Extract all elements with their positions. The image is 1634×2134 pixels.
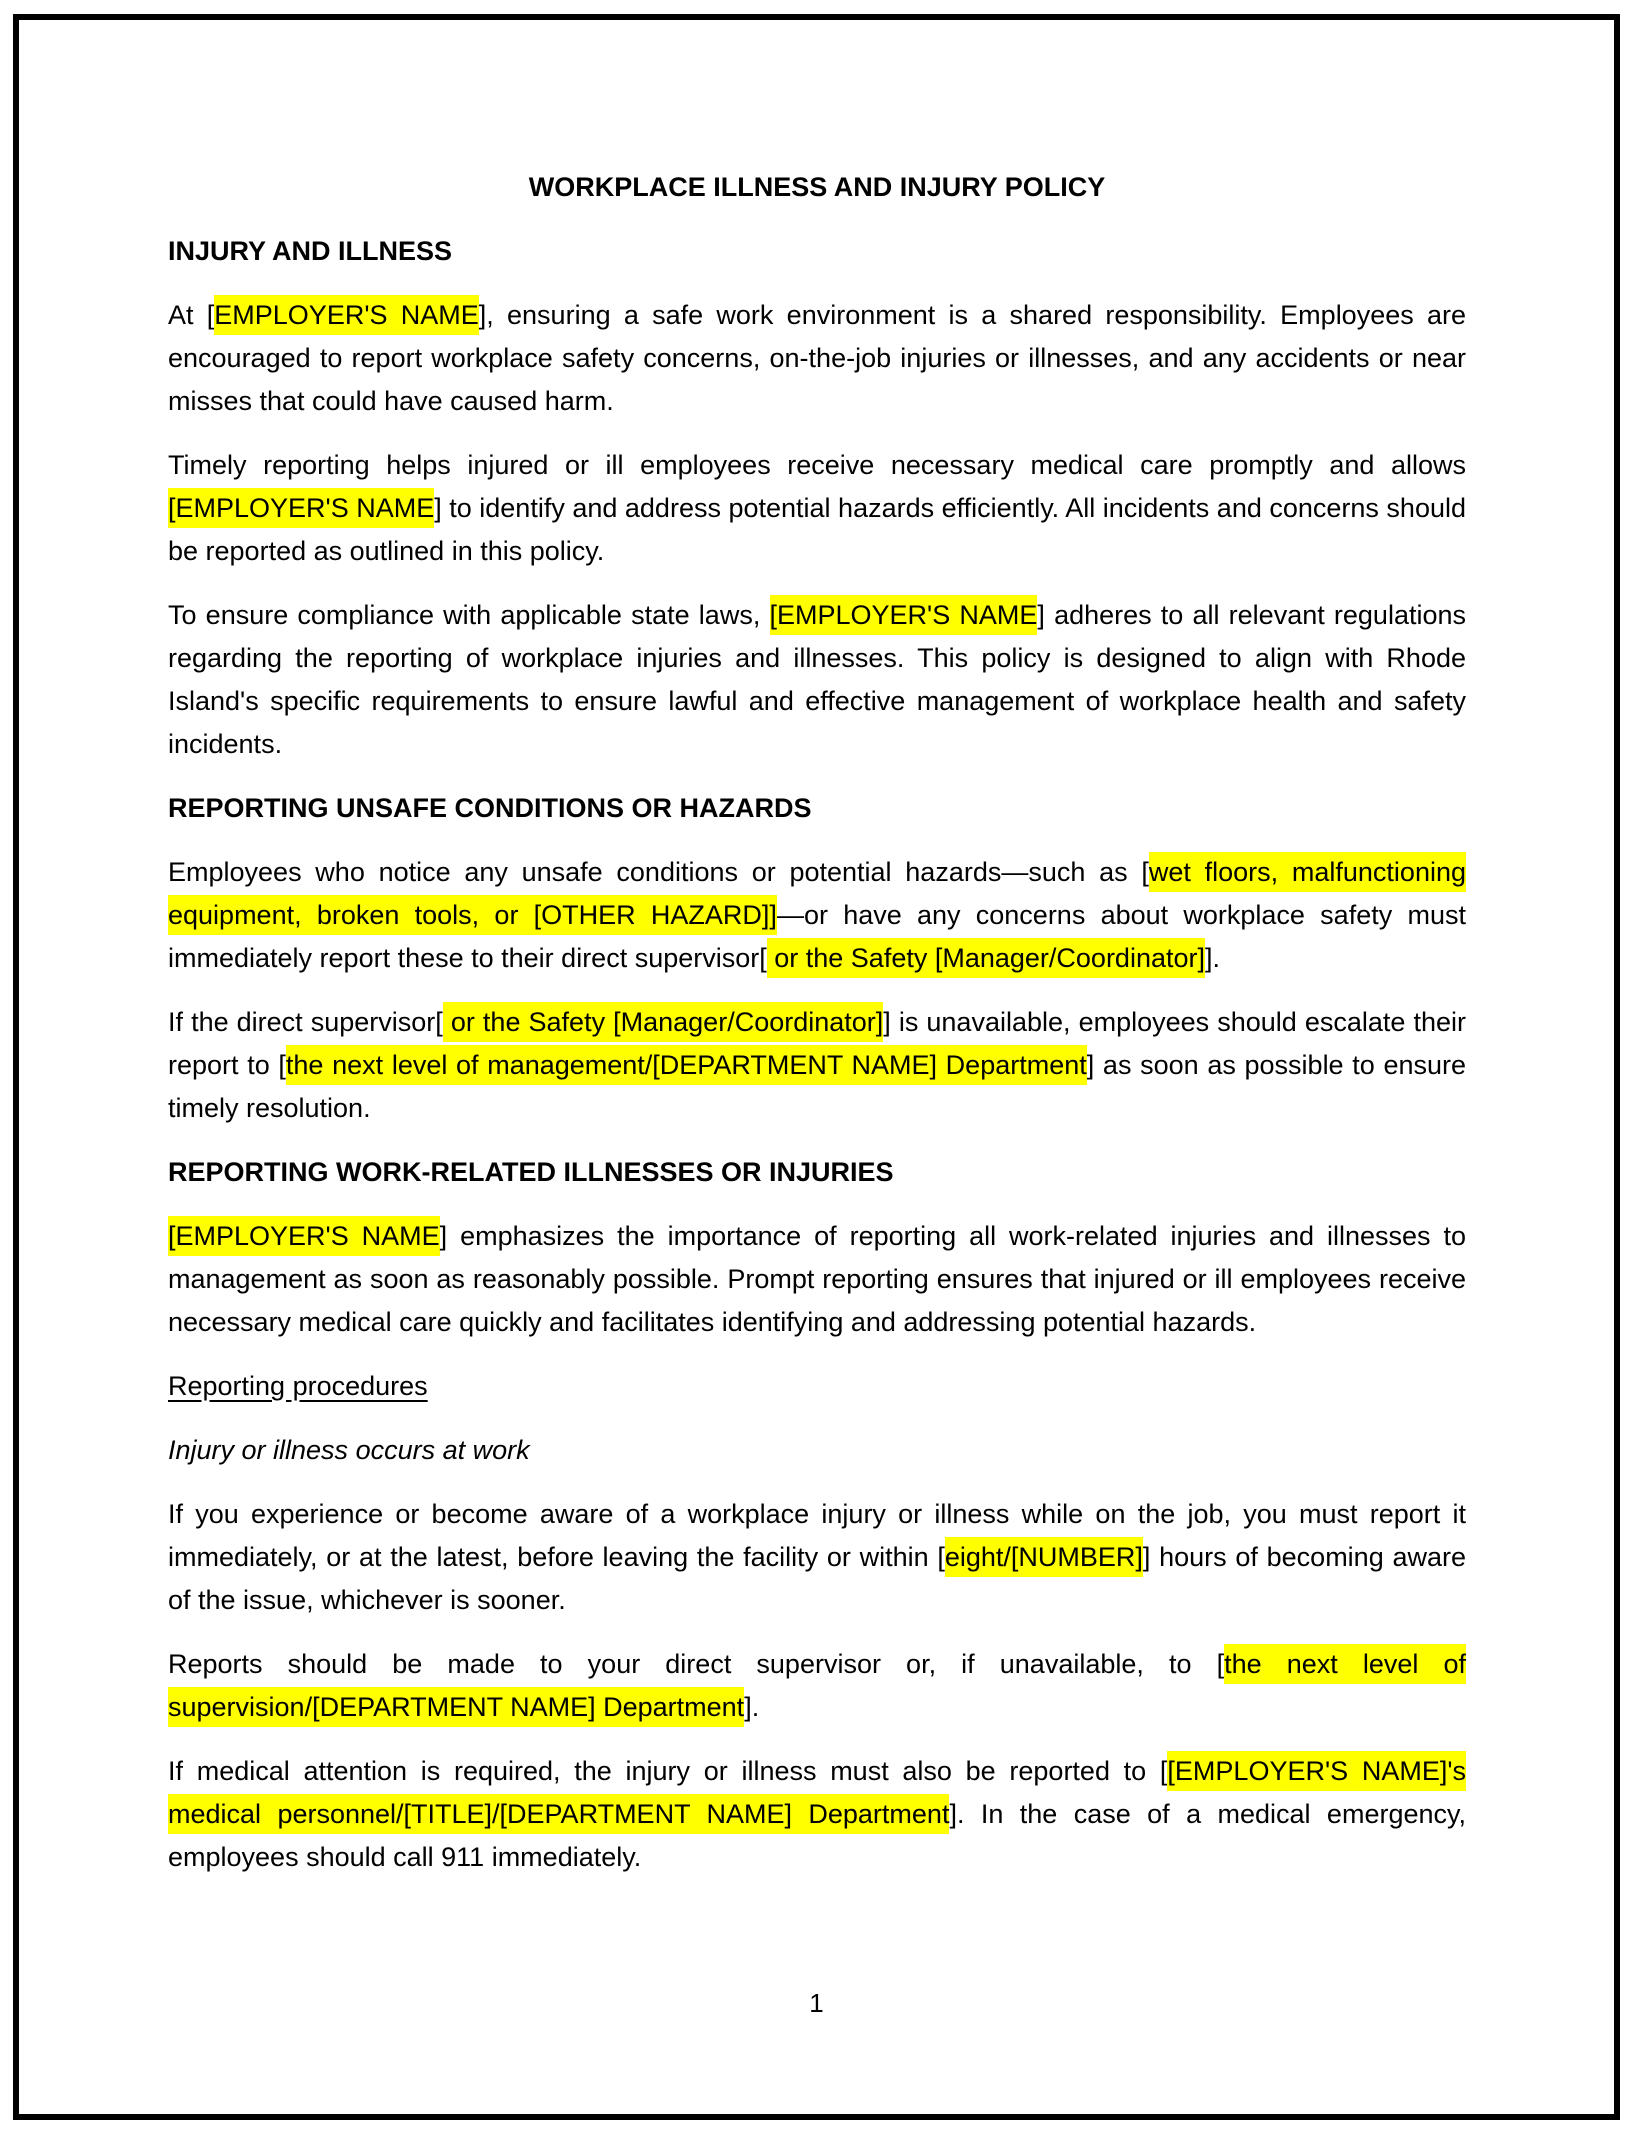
highlighted-placeholder: [EMPLOYER'S NAME [168,488,434,528]
text-segment: ]. [744,1692,760,1722]
text-segment: Employees who notice any unsafe conditions or potential hazards—such as [ [168,857,1149,887]
text-segment: If medical attention is required, the injury or illness must also be reported to [ [168,1756,1168,1786]
text-segment: Timely reporting helps injured or ill employees receive necessary medical care promptly and allows [168,450,1466,480]
highlighted-placeholder: the next level of supervision/[DEPARTMENT NAME] Department [168,1644,1466,1727]
text-segment: —or have any concerns about workplace safety must immediately report these to their direct supervisor[ [168,900,1466,973]
text-segment: ] adheres to all relevant regulations regarding the reporting of workplace injuries and illnesses. This policy is designed to align with Rhode Island's specific requirements to ensure lawful and effective management of workplace health and safety incidents. [168,600,1466,759]
paragraph [168,1215,1466,1344]
paragraph [168,594,1466,766]
section-heading: REPORTING WORK-RELATED ILLNESSES OR INJURIES [168,1157,894,1187]
subheading-reporting-procedures: Reporting procedures [168,1371,428,1401]
paragraph [168,294,1466,423]
text-segment: ]. In the case of a medical emergency, employees should call 911 immediately. [168,1799,1466,1872]
highlighted-placeholder: the next level of management/[DEPARTMENT NAME] Department [286,1045,1087,1085]
text-segment: ]. [1205,943,1221,973]
text-segment: To ensure compliance with applicable state laws, [168,600,770,630]
text-segment: ] to identify and address potential hazards efficiently. All incidents and concerns should be reported as outlined in this policy. [168,493,1466,566]
highlighted-placeholder: EMPLOYER'S NAME [214,295,478,335]
highlighted-placeholder: eight/[NUMBER] [945,1537,1143,1577]
text-segment: ] hours of becoming aware of the issue, whichever is sooner. [168,1542,1466,1615]
paragraph [168,1001,1466,1130]
highlighted-placeholder: or the Safety [Manager/Coordinator] [767,938,1205,978]
document-title: WORKPLACE ILLNESS AND INJURY POLICY [528,172,1106,202]
highlighted-placeholder: wet floors, malfunctioning equipment, broken tools, or [OTHER HAZARD]] [168,852,1466,935]
section-heading: INJURY AND ILLNESS [168,236,453,266]
text-segment: If the direct supervisor[ [168,1007,443,1037]
page-number: 1 [809,1988,824,2018]
text-segment: ] is unavailable, employees should escalate their report to [ [168,1007,1466,1080]
highlighted-placeholder: [EMPLOYER'S NAME]'s medical personnel/[TITLE]/[DEPARTMENT NAME] Department [168,1751,1466,1834]
text-segment: If you experience or become aware of a workplace injury or illness while on the job, you must report it immediately, or at the latest, before leaving the facility or within [ [168,1499,1466,1572]
section-reporting-work-related [168,1151,1466,1879]
highlighted-placeholder: [EMPLOYER'S NAME [770,595,1038,635]
paragraph [168,1493,1466,1622]
paragraph [168,851,1466,980]
text-segment: ] emphasizes the importance of reporting all work-related injuries and illnesses to management as soon as reasonably possible. Prompt reporting ensures that injured or ill employees receive necessary medical care quickly and facilitates identifying and addressing potential hazards. [168,1221,1467,1337]
highlighted-placeholder: or the Safety [Manager/Coordinator] [443,1002,883,1042]
section-reporting-unsafe-conditions [168,787,1466,1130]
section-heading: REPORTING UNSAFE CONDITIONS OR HAZARDS [168,793,812,823]
paragraph [168,1643,1466,1729]
text-segment: Reports should be made to your direct supervisor or, if unavailable, to [ [168,1649,1225,1679]
text-segment: ], ensuring a safe work environment is a shared responsibility. Employees are encouraged to report workplace safety concerns, on-the-job injuries or illnesses, and any accidents or near misses that could have caused harm. [168,300,1467,416]
document-page [13,14,1620,2120]
text-segment: ] as soon as possible to ensure timely resolution. [168,1050,1466,1123]
highlighted-placeholder: [EMPLOYER'S NAME [168,1216,440,1256]
document-content [168,20,1466,1900]
text-segment: At [ [168,300,215,330]
subheading-injury-or-illness-occurs-at-work: Injury or illness occurs at work [168,1435,530,1465]
paragraph [168,1750,1466,1879]
paragraph [168,444,1466,573]
section-injury-and-illness [168,230,1466,766]
